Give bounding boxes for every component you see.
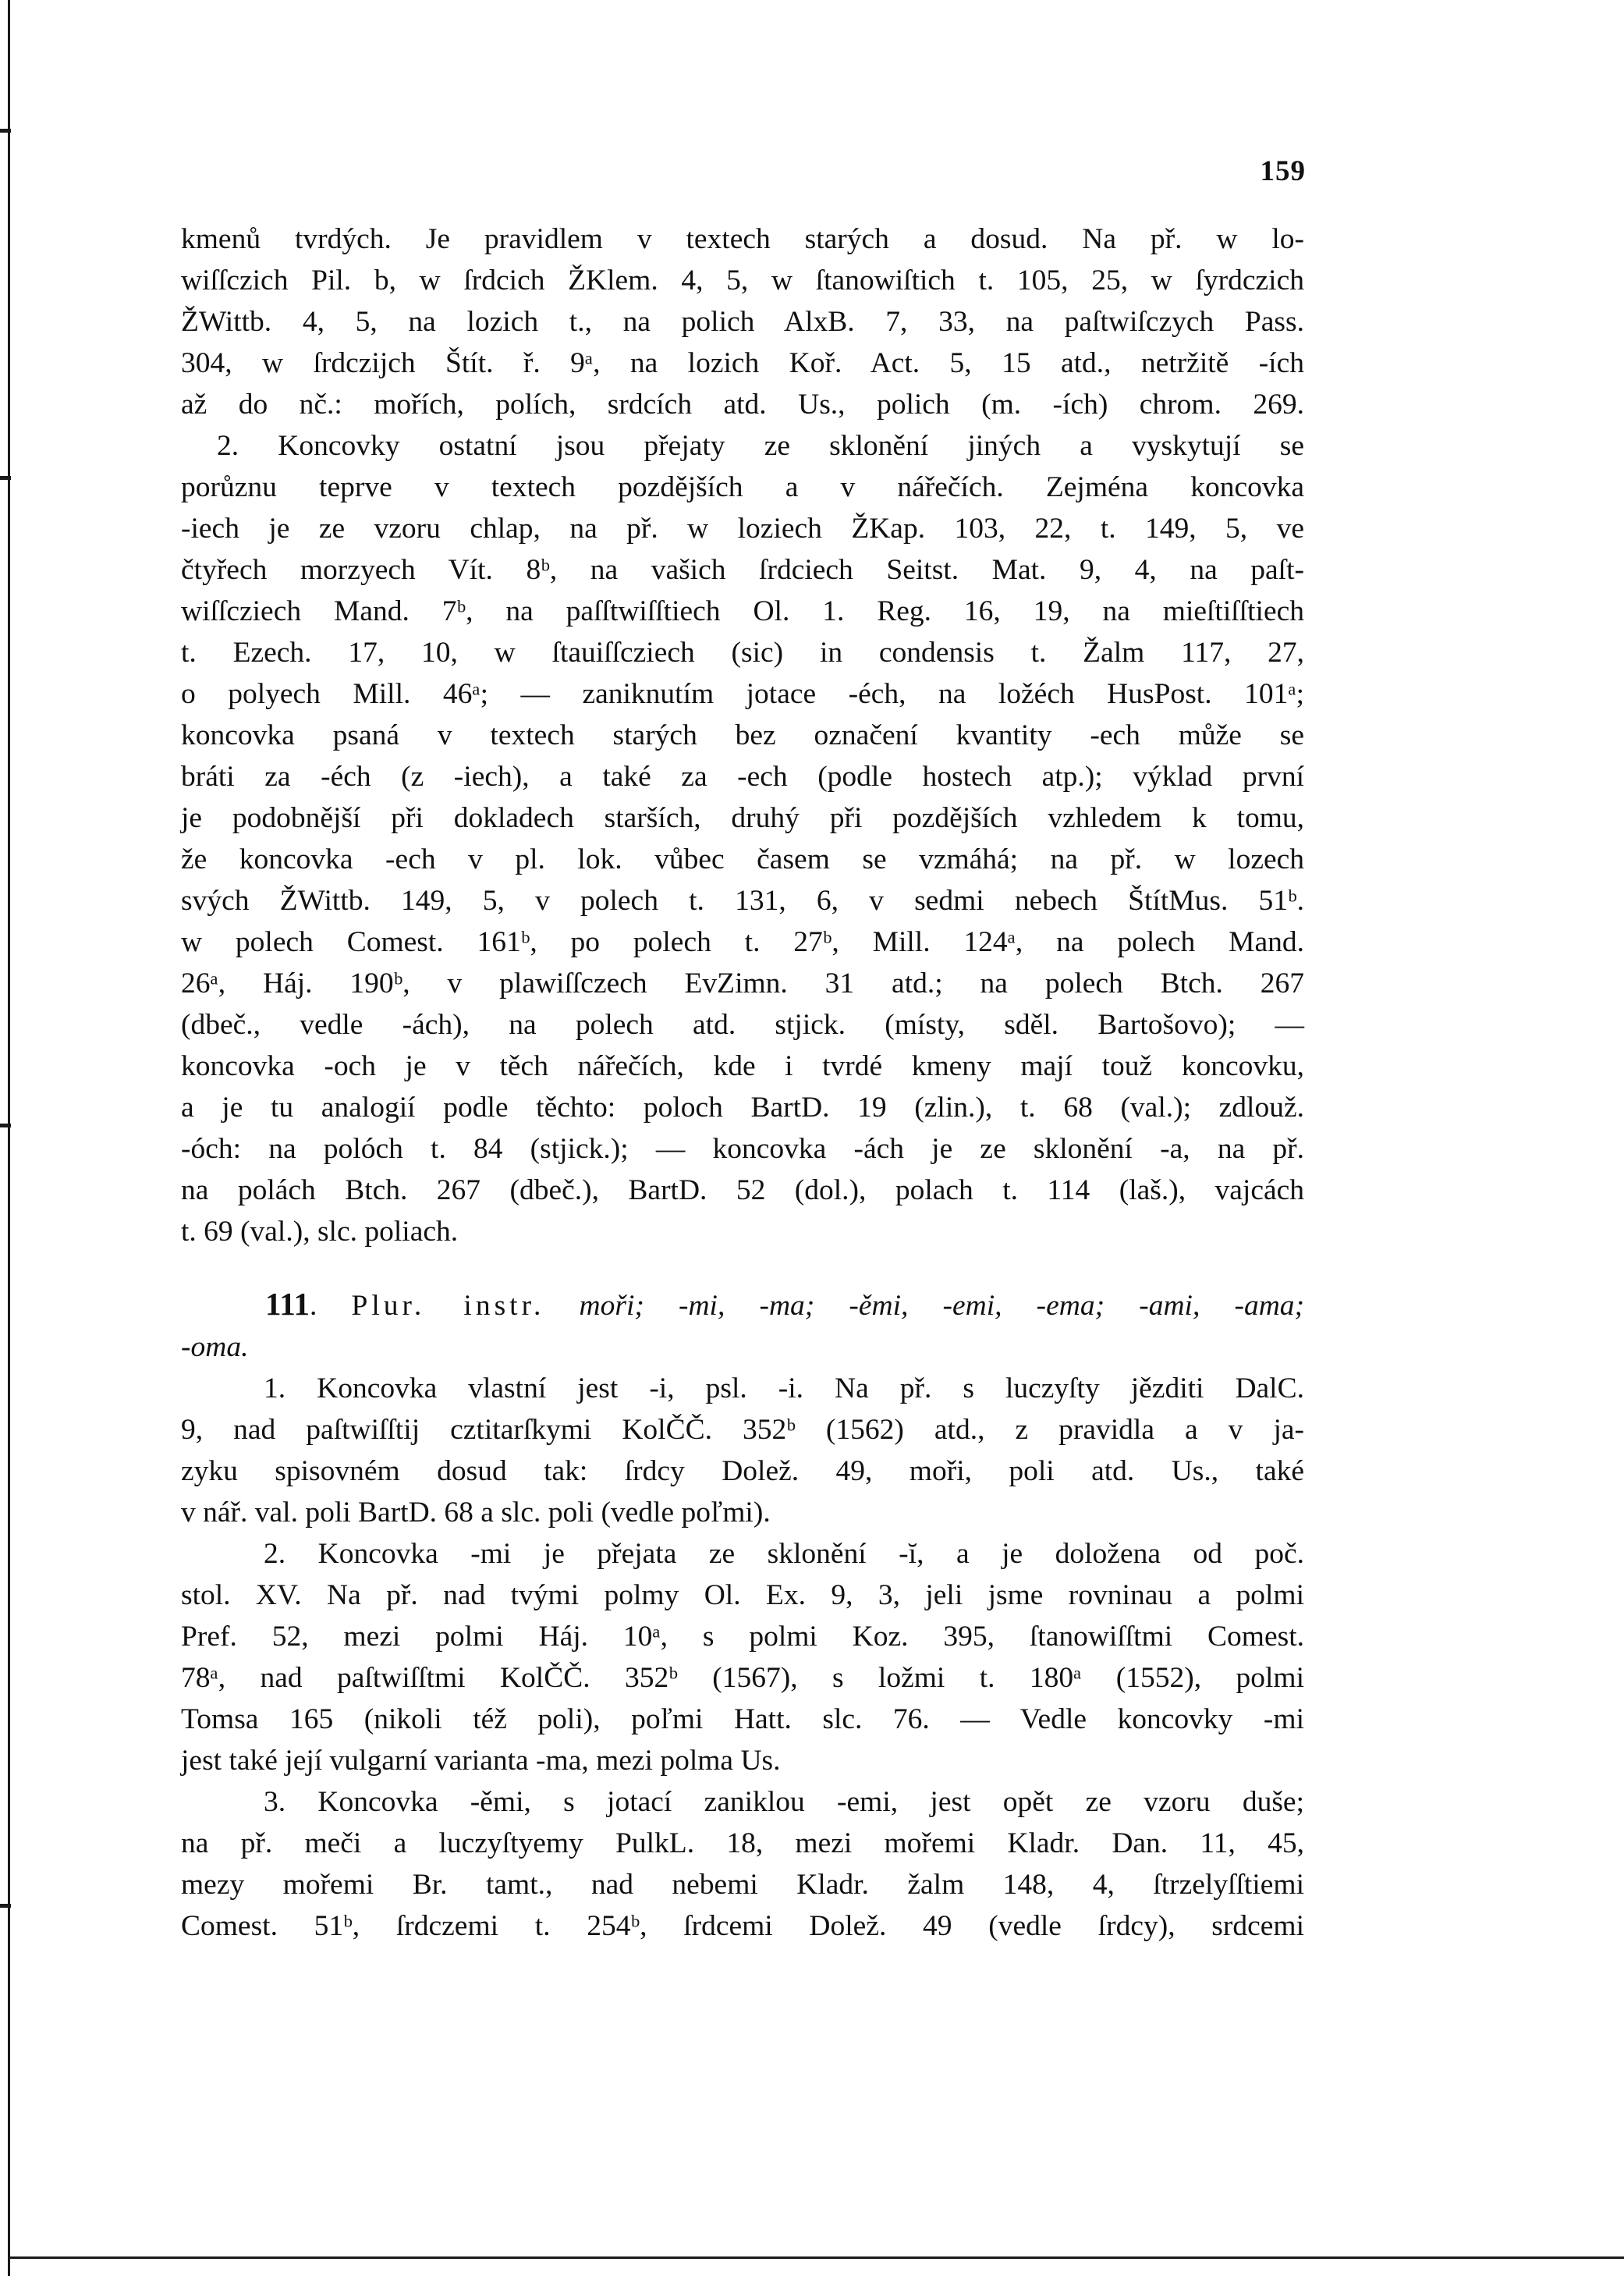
binding-tick: [0, 1124, 11, 1127]
text-line: na polách Btch. 267 (dbeč.), BartD. 52 (dol.), polach t. 114 (laš.), vajcách: [181, 1174, 1304, 1206]
text-line: Comest. 51ᵇ, ſrdczemi t. 254ᵇ, ſrdcemi Dolež. 49 (vedle ſrdcy), srdcemi: [181, 1910, 1304, 1942]
text-line: Pref. 52, mezi polmi Háj. 10ᵃ, s polmi Koz. 395, ſtanowiſſtmi Comest.: [181, 1621, 1304, 1653]
text-line: t. 69 (val.), slc. poliach.: [181, 1216, 459, 1248]
text-line: stol. XV. Na př. nad tvými polmy Ol. Ex. 9, 3, jeli jsme rovninau a polmi: [181, 1579, 1304, 1611]
text-line: koncovka -och je v těch nářečích, kde i tvrdé kmeny mají touž koncovku,: [181, 1050, 1304, 1082]
text-line: na př. meči a luczyſtyemy PulkL. 18, mezi mořemi Kladr. Dan. 11, 45,: [181, 1827, 1304, 1859]
page-frame-bottom: [8, 2256, 1624, 2259]
section-forms-continued: -oma.: [181, 1331, 249, 1363]
text-line: v nář. val. poli BartD. 68 a slc. poli (vedle poľmi).: [181, 1497, 771, 1529]
text-line: koncovka psaná v textech starých bez označení kvantity -ech může se: [181, 719, 1304, 751]
text-line: 2. Koncovka -mi je přejata ze sklonění -ĭ, a je doložena od poč.: [264, 1538, 1304, 1570]
text-line: bráti za -éch (z -iech), a také za -ech (podle hostech atp.); výklad první: [181, 761, 1304, 793]
text-line: že koncovka -ech v pl. lok. vůbec časem se vzmáhá; na př. w lozech: [181, 843, 1304, 875]
text-line: t. Ezech. 17, 10, w ſtauiſſcziech (sic) in condensis t. Žalm 117, 27,: [181, 637, 1304, 669]
binding-tick: [0, 129, 11, 133]
page-body: [181, 218, 1304, 1947]
text-line: svých ŽWittb. 149, 5, v polech t. 131, 6, v sedmi nebech ŠtítMus. 51ᵇ.: [181, 885, 1304, 917]
section-number: 111: [265, 1286, 310, 1322]
text-line: jest také její vulgarní varianta -ma, mezi polma Us.: [181, 1745, 781, 1777]
text-line: ŽWittb. 4, 5, na lozich t., na polich AlxB. 7, 33, na paſtwiſczych Pass.: [181, 306, 1304, 338]
text-line: kmenů tvrdých. Je pravidlem v textech starých a dosud. Na př. w lo-: [181, 223, 1304, 255]
text-line: o polyech Mill. 46ᵃ; — zaniknutím jotace -éch, na ložéch HusPost. 101ᵃ;: [181, 678, 1304, 710]
text-line: 1. Koncovka vlastní jest -i, psl. -i. Na př. s luczyſty jězditi DalC.: [264, 1372, 1304, 1404]
text-line: 78ᵃ, nad paſtwiſſtmi KolČČ. 352ᵇ (1567), s ložmi t. 180ᵃ (1552), polmi: [181, 1662, 1304, 1694]
binding-tick: [0, 1904, 11, 1908]
text-line: -iech je ze vzoru chlap, na př. w loziech ŽKap. 103, 22, t. 149, 5, ve: [181, 513, 1304, 545]
section-forms: moři; -mi, -ma; -ěmi, -emi, -ema; -ami, -ama;: [579, 1290, 1305, 1322]
text-line: porůznu teprve v textech pozdějších a v nářečích. Zejména koncovka: [181, 471, 1304, 503]
section-gap: [181, 1252, 1304, 1284]
text-line: (dbeč., vedle -ách), na polech atd. stjick. (místy, sděl. Bartošovo); —: [181, 1009, 1304, 1041]
text-line: je podobnější při dokladech starších, druhý při pozdějších vzhledem k tomu,: [181, 802, 1304, 834]
page-frame-left: [8, 0, 10, 2276]
section-title: Plur. instr.: [351, 1290, 545, 1322]
text-line: wiſſczich Pil. b, w ſrdcich ŽKlem. 4, 5, w ſtanowiſtich t. 105, 25, w ſyrdczich: [181, 265, 1304, 296]
binding-tick: [0, 476, 11, 480]
page-number: 159: [1260, 155, 1306, 187]
text-line: -óch: na polóch t. 84 (stjick.); — koncovka -ách je ze sklonění -a, na př.: [181, 1133, 1304, 1165]
text-line: 3. Koncovka -ěmi, s jotací zaniklou -emi, jest opět ze vzoru duše;: [264, 1786, 1304, 1818]
text-line: w polech Comest. 161ᵇ, po polech t. 27ᵇ, Mill. 124ᵃ, na polech Mand.: [181, 926, 1304, 958]
text-line: a je tu analogií podle těchto: poloch BartD. 19 (zlin.), t. 68 (val.); zdlouž.: [181, 1092, 1304, 1124]
text-line: čtyřech morzyech Vít. 8ᵇ, na vašich ſrdciech Seitst. Mat. 9, 4, na paſt-: [181, 554, 1304, 586]
section-heading: 111. Plur. instr. moři; -mi, -ma; -ěmi, -emi, -ema; -ami, -ama;: [265, 1286, 1305, 1322]
text-line: 304, w ſrdczijch Štít. ř. 9ᵃ, na lozich Koř. Act. 5, 15 atd., netržitě -ích: [181, 347, 1304, 379]
text-line: 9, nad paſtwiſſtij cztitarſkymi KolČČ. 352ᵇ (1562) atd., z pravidla a v ja-: [181, 1414, 1304, 1446]
text-line: zyku spisovném dosud tak: ſrdcy Dolež. 49, moři, poli atd. Us., také: [181, 1455, 1304, 1487]
text-line: 26ᵃ, Háj. 190ᵇ, v plawiſſczech EvZimn. 31 atd.; na polech Btch. 267: [181, 968, 1304, 1000]
text-line: až do nč.: mořích, polích, srdcích atd. Us., polich (m. -ích) chrom. 269.: [181, 389, 1304, 421]
text-line: wiſſcziech Mand. 7ᵇ, na paſſtwiſſtiech Ol. 1. Reg. 16, 19, na mieſtiſſtiech: [181, 595, 1304, 627]
text-line: mezy mořemi Br. tamt., nad nebemi Kladr. žalm 148, 4, ſtrzelyſſtiemi: [181, 1869, 1304, 1901]
text-line: Tomsa 165 (nikoli též poli), poľmi Hatt. slc. 76. — Vedle koncovky -mi: [181, 1703, 1304, 1735]
text-line: 2. Koncovky ostatní jsou přejaty ze sklonění jiných a vyskytují se: [217, 430, 1304, 462]
